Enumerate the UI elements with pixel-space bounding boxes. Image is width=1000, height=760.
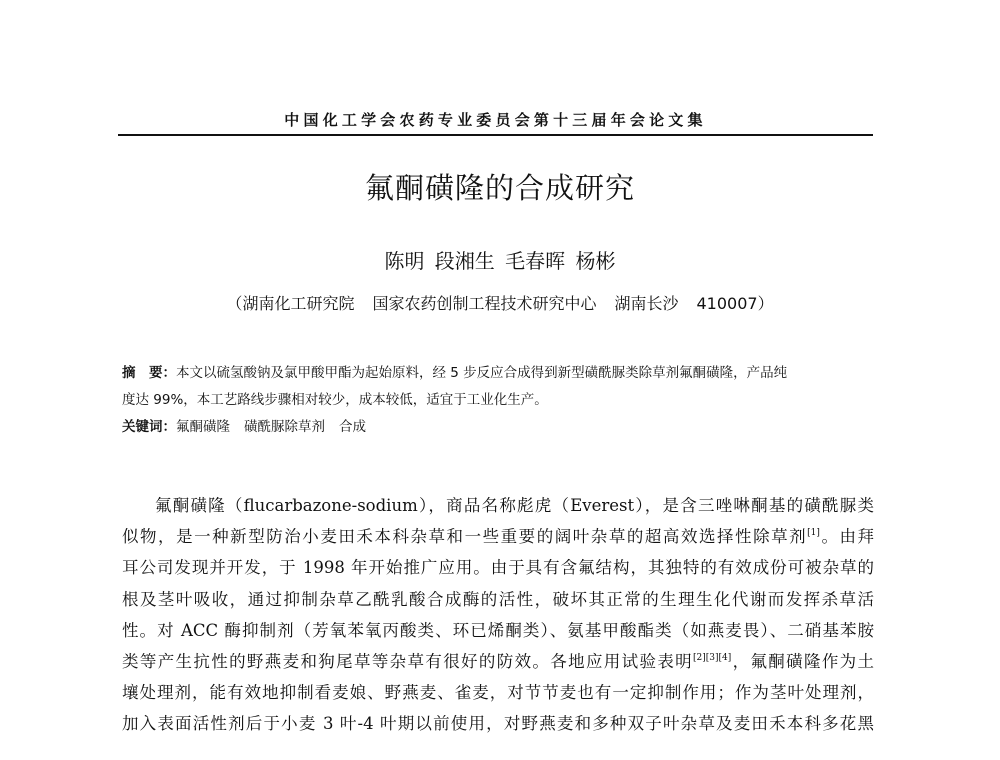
affiliation-org1: 湖南化工研究院 <box>242 294 355 313</box>
affiliation-postcode: 410007 <box>696 294 758 313</box>
keyword-1: 氟酮磺隆 <box>176 419 230 435</box>
body-text <box>122 490 874 740</box>
body-line-2-text: 似物，是一种新型防治小麦田禾本科杂草和一些重要的阔叶杂草的超高效选择性除草剂 <box>122 527 808 547</box>
abstract-label: 摘 要： <box>122 365 176 381</box>
affiliation-org2: 国家农药创制工程技术研究中心 <box>372 294 597 313</box>
body-line-6-tail: ，氟酮磺隆作为土 <box>731 651 874 671</box>
affiliation <box>0 291 1000 314</box>
affiliation-open-paren: （ <box>226 294 243 313</box>
body-line-1: 氟酮磺隆（flucarbazone-sodium），商品名称彪虎（Everest），是含三唑啉酮基的磺酰脲类 <box>155 496 874 515</box>
header-rule <box>118 134 873 136</box>
body-line-2-tail: 。由拜 <box>819 527 875 547</box>
keywords-label: 关键词： <box>122 419 176 435</box>
body-line-6 <box>122 646 874 677</box>
abstract-line-2 <box>122 387 874 414</box>
body-line-6-text: 类等产生抗性的野燕麦和狗尾草等杂草有很好的防效。各地应用试验表明 <box>122 651 693 671</box>
abstract-text-2: 度达 99%，本工艺路线步骤相对较少，成本较低，适宜于工业化生产。 <box>122 392 548 408</box>
running-head: 中国化工学会农药专业委员会第十三届年会论文集 <box>284 111 707 129</box>
abstract-line-1 <box>122 360 874 387</box>
body-line-3: 耳公司发现并开发，于 1998 年开始推广应用。由于具有含氟结构，其独特的有效成份可被杂草的 <box>122 558 874 578</box>
authors: 陈明 段湘生 毛春晖 杨彬 <box>384 249 616 273</box>
keyword-3: 合成 <box>339 419 366 435</box>
paper-title: 氟酮磺隆的合成研究 <box>364 171 635 205</box>
affiliation-close-paren: ） <box>757 294 774 313</box>
keyword-2: 磺酰脲除草剂 <box>244 419 325 435</box>
body-line-7: 壤处理剂，能有效地抑制看麦娘、野燕麦、雀麦，对节节麦也有一定抑制作用；作为茎叶处理剂， <box>122 683 874 703</box>
citation-2-4: [2][3][4] <box>693 652 732 663</box>
body-line-4: 根及茎叶吸收，通过抑制杂草乙酰乳酸合成酶的活性，破坏其正常的生理生化代谢而发挥杀草活 <box>122 589 874 609</box>
body-line-5: 性。对 ACC 酶抑制剂（芳氧苯氧丙酸类、环已烯酮类）、氨基甲酸酯类（如燕麦畏）、二硝基苯胺 <box>122 620 874 640</box>
citation-1: [1] <box>807 528 820 539</box>
keywords-line <box>122 414 874 441</box>
body-line-2 <box>122 521 874 552</box>
affiliation-location: 湖南长沙 <box>614 294 679 313</box>
abstract-block <box>122 360 874 441</box>
body-line-8: 加入表面活性剂后于小麦 3 叶-4 叶期以前使用，对野燕麦和多种双子叶杂草及麦田禾本科多花黑 <box>122 714 874 734</box>
abstract-text-1: 本文以硫氢酸钠及氯甲酸甲酯为起始原料，经 5 步反应合成得到新型磺酰脲类除草剂氟酮磺隆，产品纯 <box>176 365 788 381</box>
